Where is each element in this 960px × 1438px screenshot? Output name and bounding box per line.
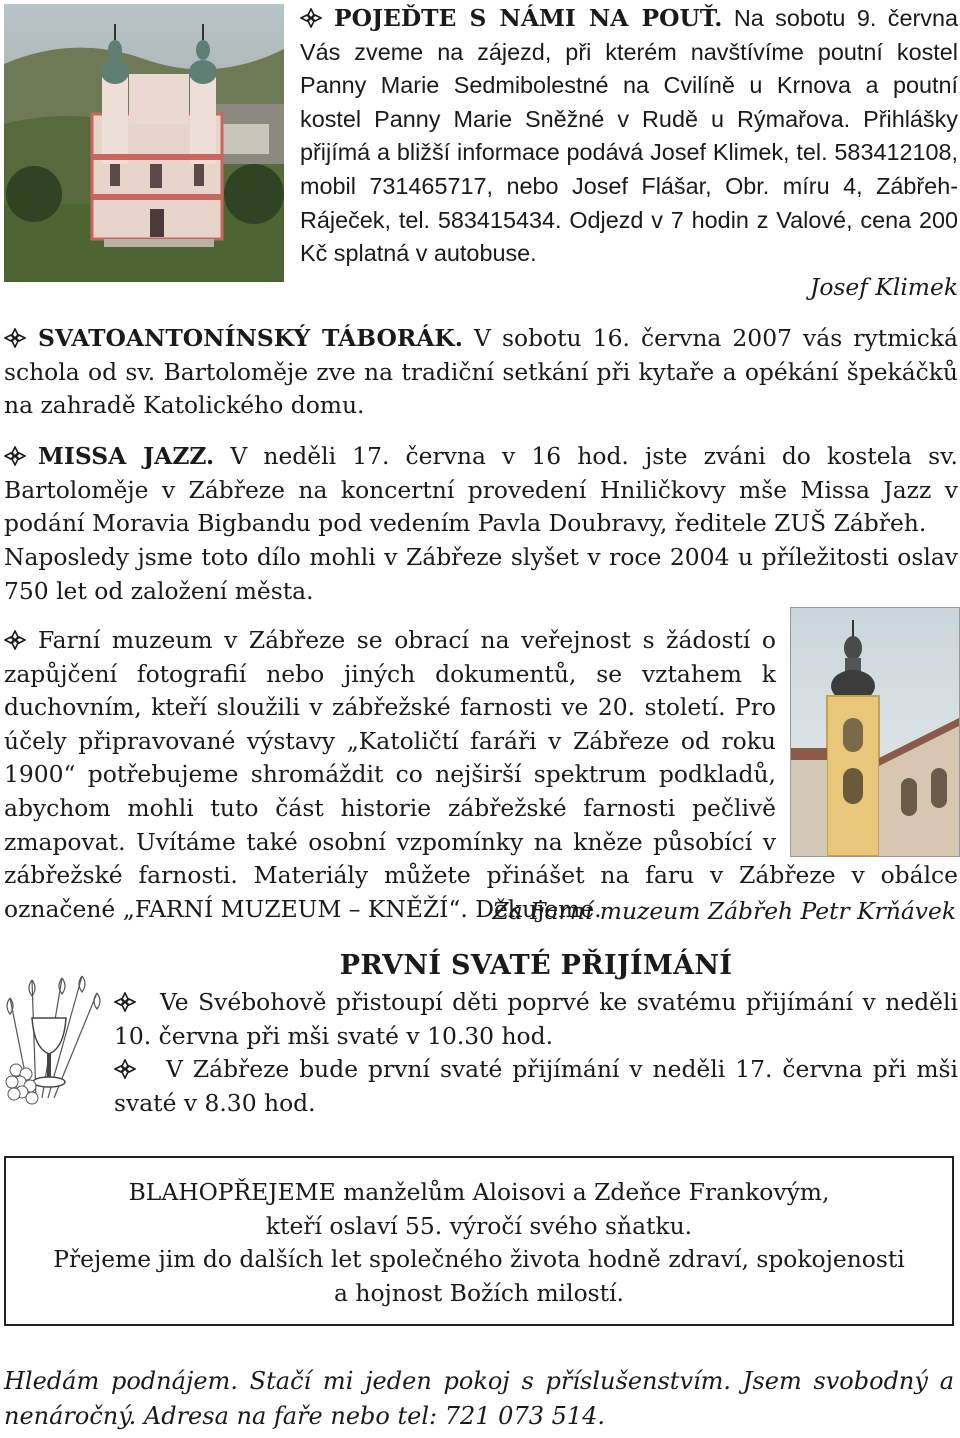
congrats-line-2: kteří oslaví 55. výročí svého sňatku. [265,1211,693,1240]
communion-item-1: Ve Svébohově přistoupí děti poprvé ke svatému přijímání v neděli 10. června při mši svaté v 10.30 hod. [114,988,958,1050]
communion-item-2: V Zábřeze bude první svaté přijímání v neděli 17. června při mši svaté v 8.30 hod. [114,1055,958,1117]
congrats-line-4: a hojnost Božích milostí. [334,1278,624,1307]
pilgrimage-church-photo [4,4,284,282]
jazz-paragraph-2: Naposledy jsme toto dílo mohli v Zábřeze slyšet v roce 2004 u příležitosti oslav 750 let od založení města. [4,543,958,605]
communion-title: PRVNÍ SVATÉ PŘIJÍMÁNÍ [339,950,733,981]
pilgrimage-paragraph [300,2,958,271]
jazz-text: V neděli 17. června v 16 hod. jste zváni do kostela sv. Bartoloměje v Zábřeze na koncertní provedení Hniličkovy mše Missa Jazz v podání Moravia Bigbandu pod vedením Pavla Doubravy, ředitele ZUŠ Zábřeh. [4,442,958,538]
congrats-box [4,1156,954,1326]
photo-wrap-spacer [776,624,958,856]
jazz-heading: MISSA JAZZ. [38,442,215,470]
chalice-wheat-grapes-illustration [2,958,112,1108]
jazz-paragraph [4,440,958,541]
diamond-bullet-icon [4,446,26,466]
museum-text: Farní muzeum v Zábřeze se obrací na veřejnost s žádostí o zapůjčení fotografií nebo jiných dokumentů, se vztahem k duchovním, kteří sloužili v zábřežské farnosti ve 20. století. Pro účely připravované výstavy „Katoličtí faráři v Zábřeze od roku 1900“ potřebujeme shromáždit co nejširší spektrum podkladů, abychom mohli tuto část historie zábřežské farnosti pečlivě zmapovat. Uvítáme také osobní vzpomínky na kněze působící v zábřežské farnosti. Materiály můžete přinášet na faru v Zábřeze v obálce označené „FARNÍ MUZEUM – KNĚŽÍ“. Děkujeme. [4,626,958,923]
congrats-line-3: Přejeme jim do dalších let společného života hodně zdraví, spokojenosti [53,1245,905,1274]
museum-signature: Za Farní muzeum Zábřeh Petr Krňávek [492,897,956,925]
rental-ad: Hledám podnájem. Stačí mi jeden pokoj s příslušenstvím. Jsem svobodný a nenáročný. Adresa na faře nebo tel: 721 073 514. [4,1367,954,1430]
pilgrimage-heading: POJEĎTE S NÁMI NA POUŤ. [334,4,723,32]
diamond-bullet-icon [114,992,136,1012]
campfire-text: V sobotu 16. června 2007 vás rytmická schola od sv. Bartoloměje zve na tradiční setkání při kytaře a opékání špekáčků na zahradě Katolického domu. [4,324,958,420]
campfire-heading: SVATOANTONÍNSKÝ TÁBORÁK. [38,324,463,352]
museum-paragraph [4,624,958,926]
diamond-bullet-icon [300,8,322,28]
diamond-bullet-icon [4,328,26,348]
congrats-line-1: BLAHOPŘEJEME manželům Aloisovi a Zdeňce Frankovým, [128,1178,830,1206]
diamond-bullet-icon [4,630,26,650]
campfire-paragraph [4,322,958,423]
pilgrimage-text: Na sobotu 9. června Vás zveme na zájezd, při kterém navštívíme poutní kostel Panny Marie Sedmibolestné na Cvilíně u Krnova a poutní kostel Panny Marie Sněžné v Rudě u Rýmařova. Přihlášky přijímá a bližší informace podává Josef Klimek, tel. 583412108, mobil 731465717, nebo Josef Flášar, Obr. míru 4, Zábřeh-Ráječek, tel. 583415434. Odjezd v 7 hodin z Valové, cena 200 Kč splatná v autobuse. [300,5,958,267]
diamond-bullet-icon [114,1059,136,1079]
pilgrimage-signature: Josef Klimek [809,273,958,301]
